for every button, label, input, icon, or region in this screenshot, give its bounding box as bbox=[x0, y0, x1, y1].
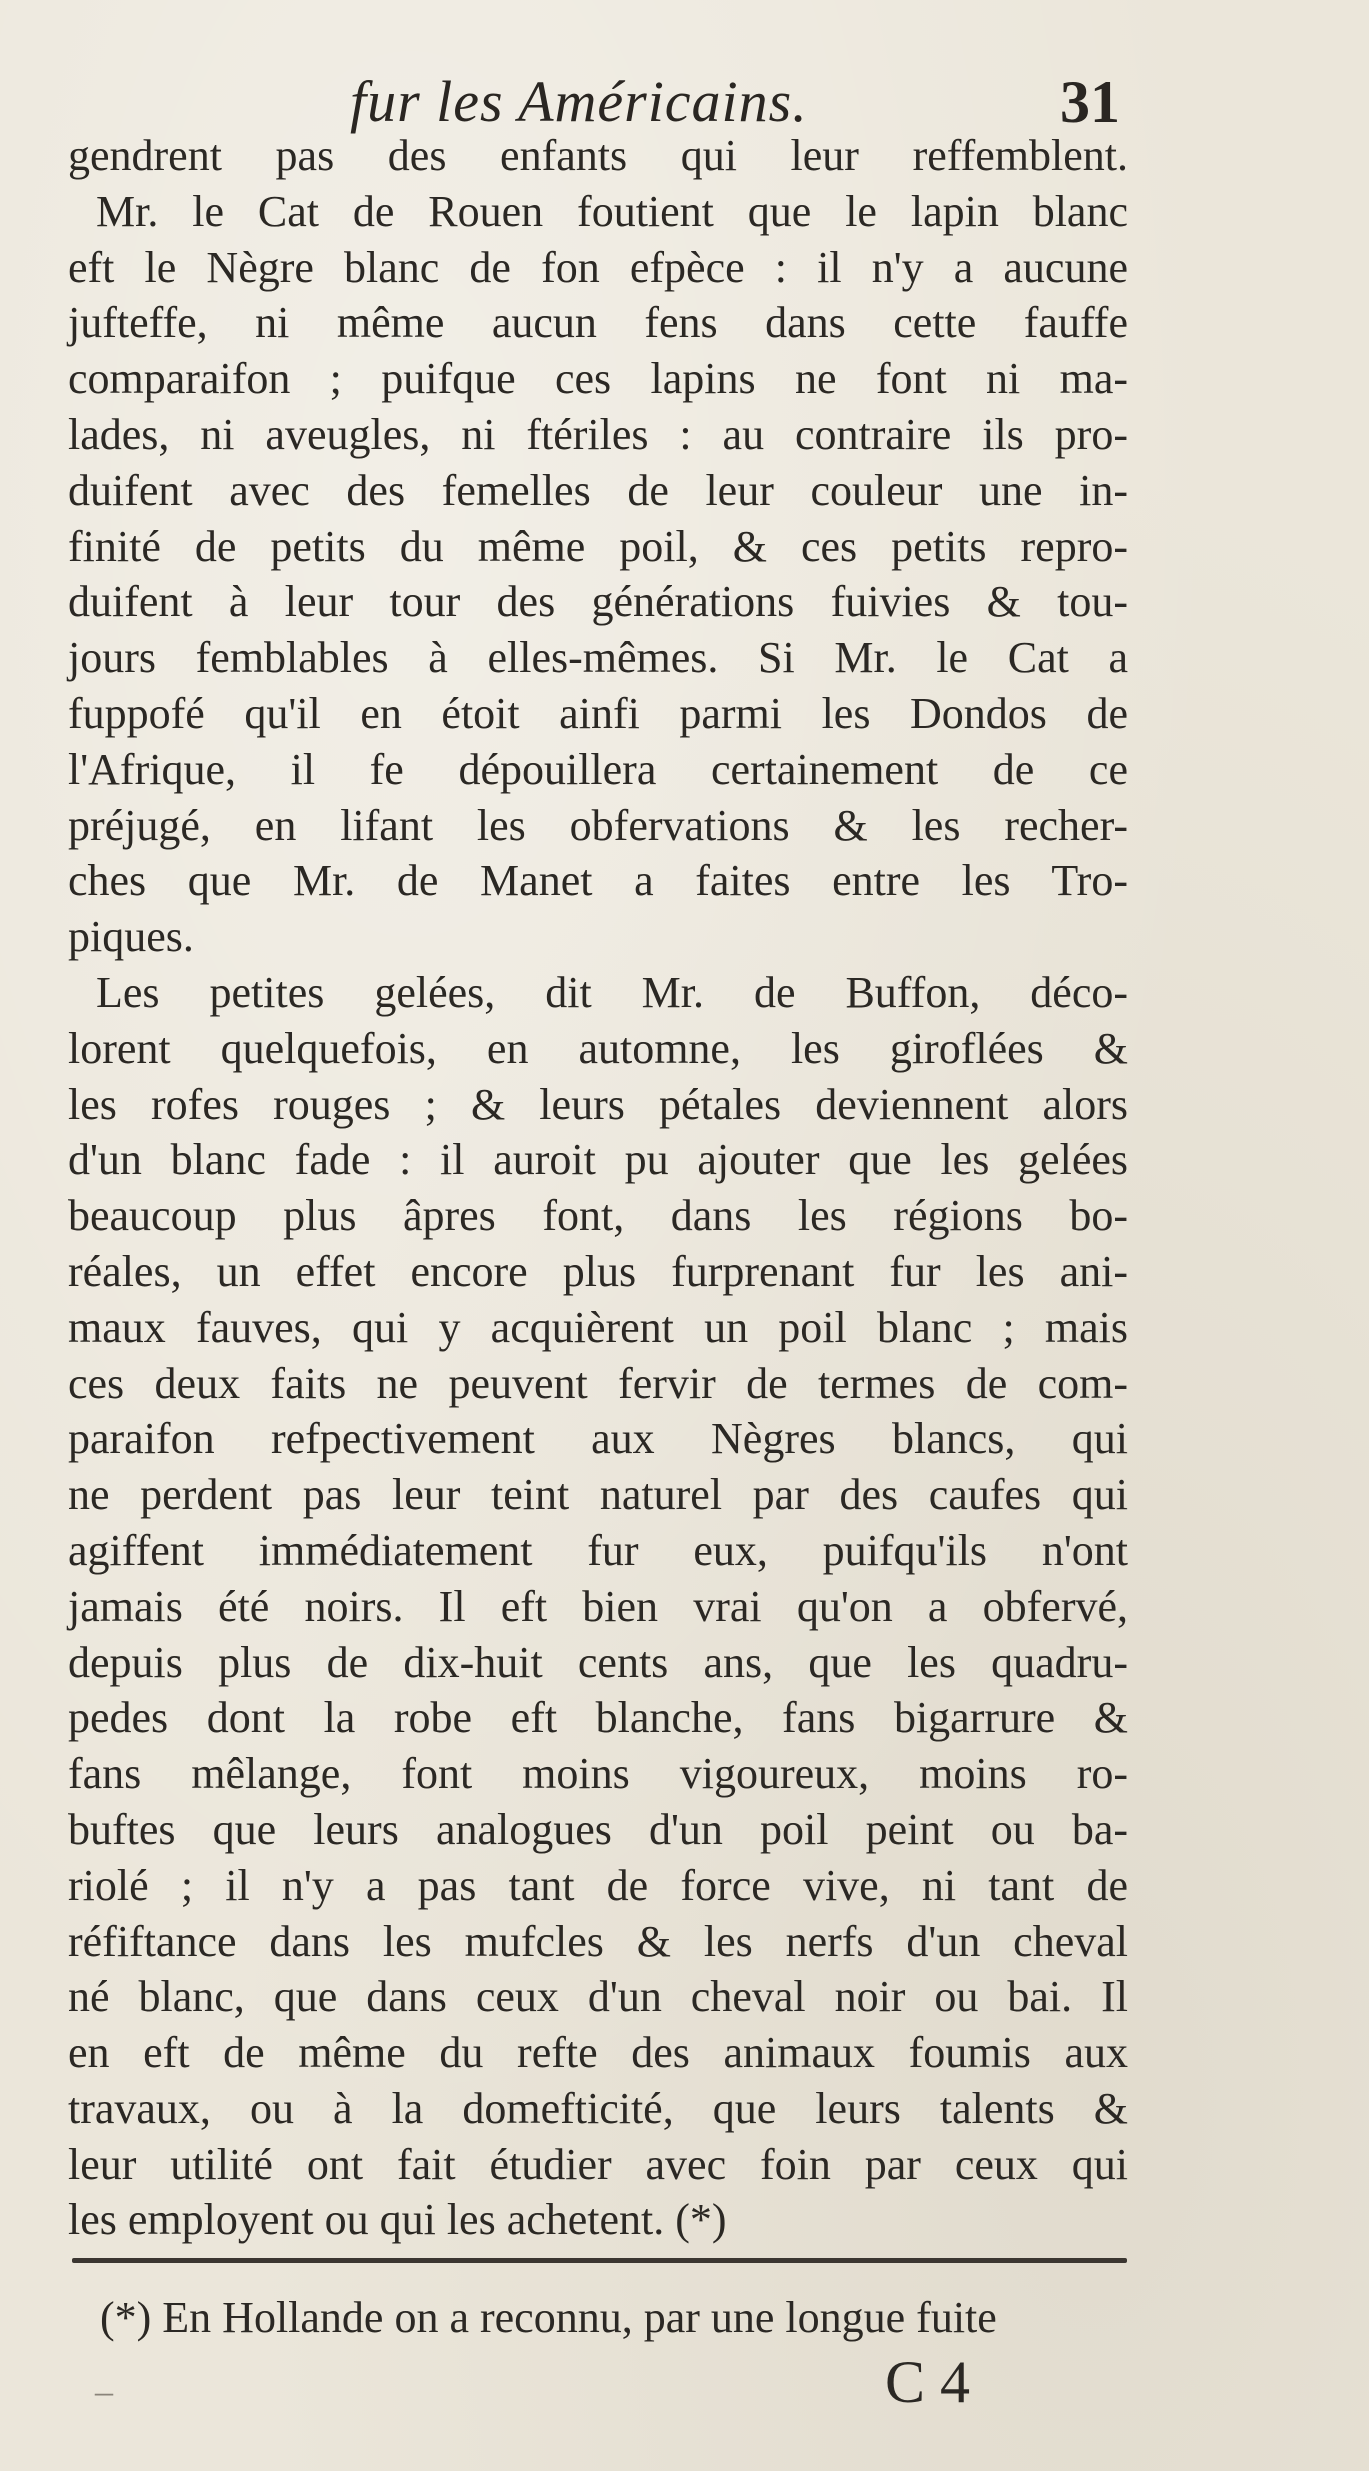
text-line: pedes dont la robe eft blanche, fans bigarrure & bbox=[68, 1693, 1128, 1743]
text-line: préjugé, en lifant les obfervations & les recher- bbox=[68, 800, 1128, 850]
text-line: duifent à leur tour des générations fuivies & tou- bbox=[68, 577, 1128, 627]
text-line: Les petites gelées, dit Mr. de Buffon, déco- bbox=[96, 967, 1128, 1017]
text-line: fans mêlange, font moins vigoureux, moins ro- bbox=[68, 1749, 1128, 1799]
text-line: paraifon refpectivement aux Nègres blancs, qui bbox=[68, 1414, 1128, 1464]
text-line: lades, ni aveugles, ni ftériles : au contraire ils pro- bbox=[68, 409, 1128, 459]
text-line: travaux, ou à la domefticité, que leurs talents & bbox=[68, 2083, 1128, 2133]
text-line: jufteffe, ni même aucun fens dans cette fauffe bbox=[68, 298, 1128, 348]
text-line: réfiftance dans les mufcles & les nerfs d'un cheval bbox=[68, 1916, 1128, 1966]
page-number: 31 bbox=[1060, 69, 1120, 135]
text-line: d'un blanc fade : il auroit pu ajouter que les gelées bbox=[68, 1135, 1128, 1185]
text-line: riolé ; il n'y a pas tant de force vive, ni tant de bbox=[68, 1860, 1128, 1910]
footnote-dash: – bbox=[95, 2371, 113, 2411]
text-line: comparaifon ; puifque ces lapins ne font ni ma- bbox=[68, 354, 1128, 404]
text-line: en eft de même du refte des animaux foumis aux bbox=[68, 2028, 1128, 2078]
running-head: fur les Américains. bbox=[350, 69, 808, 134]
text-line: Mr. le Cat de Rouen foutient que le lapin blanc bbox=[96, 186, 1128, 236]
text-line: ches que Mr. de Manet a faites entre les Tro- bbox=[68, 856, 1128, 906]
text-line: eft le Nègre blanc de fon efpèce : il n'y a aucune bbox=[68, 242, 1128, 292]
text-line: lorent quelquefois, en automne, les giroflées & bbox=[68, 1023, 1128, 1073]
text-line: l'Afrique, il fe dépouillera certainement de ce bbox=[68, 744, 1128, 794]
text-line: gendrent pas des enfants qui leur reffemblent. bbox=[68, 131, 1128, 180]
text-line: les employent ou qui les achetent. (*) bbox=[68, 2195, 727, 2245]
text-line: piques. bbox=[68, 912, 194, 962]
text-line: duifent avec des femelles de leur couleur une in- bbox=[68, 465, 1128, 515]
text-line: fuppofé qu'il en étoit ainfi parmi les Dondos de bbox=[68, 688, 1128, 738]
text-line: maux fauves, qui y acquièrent un poil blanc ; mais bbox=[68, 1302, 1128, 1352]
text-line: beaucoup plus âpres font, dans les régions bo- bbox=[68, 1191, 1128, 1241]
text-line: agiffent immédiatement fur eux, puifqu'ils n'ont bbox=[68, 1525, 1128, 1575]
footnote: (*) En Hollande on a reconnu, par une longue fuite bbox=[100, 2293, 997, 2342]
text-line: ne perdent pas leur teint naturel par des caufes qui bbox=[68, 1470, 1128, 1520]
text-line: réales, un effet encore plus furprenant fur les ani- bbox=[68, 1246, 1128, 1296]
footnote-divider bbox=[72, 2258, 1127, 2263]
text-line: depuis plus de dix-huit cents ans, que les quadru- bbox=[68, 1637, 1128, 1687]
text-line: jamais été noirs. Il eft bien vrai qu'on a obfervé, bbox=[68, 1581, 1128, 1631]
signature-mark: C 4 bbox=[885, 2349, 971, 2415]
text-line: né blanc, que dans ceux d'un cheval noir ou bai. Il bbox=[68, 1972, 1128, 2022]
text-line: les rofes rouges ; & leurs pétales deviennent alors bbox=[68, 1079, 1128, 1129]
text-line: leur utilité ont fait étudier avec foin par ceux qui bbox=[68, 2139, 1128, 2189]
text-line: buftes que leurs analogues d'un poil peint ou ba- bbox=[68, 1804, 1128, 1854]
text-line: finité de petits du même poil, & ces petits repro- bbox=[68, 521, 1128, 571]
text-line: jours femblables à elles-mêmes. Si Mr. le Cat a bbox=[68, 633, 1128, 683]
body-text bbox=[68, 128, 1128, 2248]
text-line: ces deux faits ne peuvent fervir de termes de com- bbox=[68, 1358, 1128, 1408]
